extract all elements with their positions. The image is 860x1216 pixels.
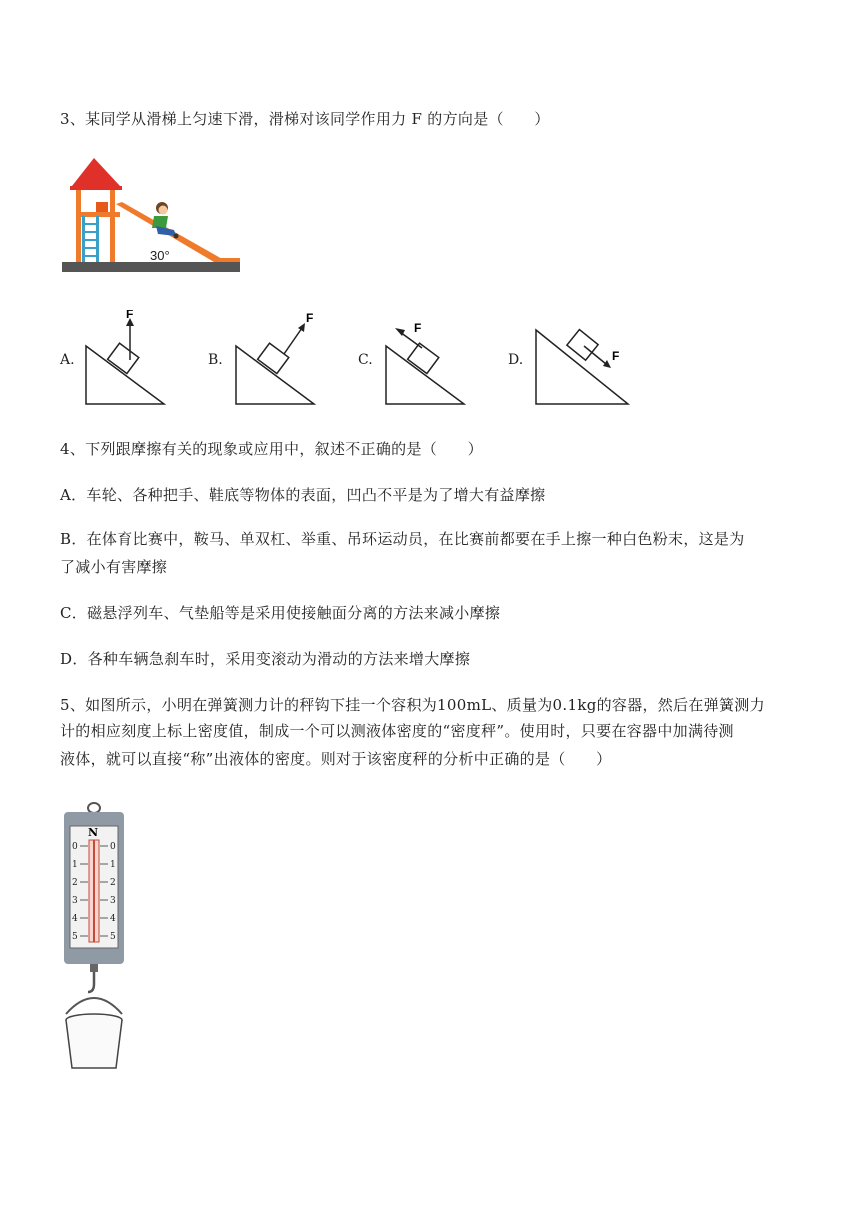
force-label: F: [126, 310, 134, 321]
hook-icon: [88, 972, 94, 992]
q4-option-a[interactable]: A．车轮、各种把手、鞋底等物体的表面，凹凸不平是为了增大有益摩擦: [60, 486, 546, 504]
q4-text: 4、下列跟摩擦有关的现象或应用中，叙述不正确的是（ ）: [60, 440, 483, 458]
q5-line3: 液体，就可以直接“称”出液体的密度。则对于该密度秤的分析中正确的是（ ）: [60, 750, 612, 768]
force-label: F: [306, 311, 314, 325]
tick-label-left: 3: [72, 896, 78, 906]
q3-text: 3、某同学从滑梯上匀速下滑，滑梯对该同学作用力 F 的方向是（ ）: [60, 110, 550, 128]
tick-label-right: 0: [110, 842, 116, 852]
q4-option-b-line2[interactable]: 了减小有害摩擦: [60, 558, 168, 576]
tick-label-right: 5: [110, 932, 116, 942]
slide-figure: [58, 156, 244, 276]
scale-unit-label: N: [88, 826, 99, 839]
spring-scale-figure: [54, 800, 134, 1075]
tick-label-left: 5: [72, 932, 78, 942]
tick-label-left: 1: [72, 860, 78, 870]
tick-label-left: 0: [72, 842, 78, 852]
option-d-label[interactable]: D.: [508, 352, 524, 368]
q5-line2: 计的相应刻度上标上密度值，制成一个可以测液体密度的“密度秤”。使用时，只要在容器中加满待测: [60, 722, 734, 740]
tick-label-right: 3: [110, 896, 116, 906]
q4-option-d[interactable]: D．各种车辆急刹车时，采用变滚动为滑动的方法来增大摩擦: [60, 650, 471, 668]
slide-roof: [72, 158, 120, 186]
tick-label-left: 4: [72, 914, 78, 924]
option-d-diagram[interactable]: [532, 310, 642, 410]
child-figure: [152, 202, 179, 239]
q5-line1: 5、如图所示，小明在弹簧测力计的秤钩下挂一个容积为100mL、质量为0.1kg的容器，然后在弹簧测力: [60, 696, 765, 714]
q4-option-b-line1[interactable]: B．在体育比赛中，鞍马、单双杠、举重、吊环运动员，在比赛前都要在手上擦一种白色粉末，这是为: [60, 530, 745, 548]
tick-label-right: 1: [110, 860, 116, 870]
option-a-label[interactable]: A.: [60, 352, 75, 368]
option-b-label[interactable]: B.: [208, 352, 223, 368]
tick-label-right: 2: [110, 878, 116, 888]
tick-label-right: 4: [110, 914, 116, 924]
angle-label: 30°: [150, 248, 170, 263]
option-c-diagram[interactable]: [382, 310, 482, 410]
option-b-diagram[interactable]: [232, 310, 332, 410]
q4-option-c[interactable]: C．磁悬浮列车、气垫船等是采用使接触面分离的方法来减小摩擦: [60, 604, 501, 622]
ground-bar: [62, 262, 240, 272]
tick-label-left: 2: [72, 878, 78, 888]
option-c-label[interactable]: C.: [358, 352, 373, 368]
option-a-diagram[interactable]: [82, 310, 172, 410]
force-label: F: [414, 321, 422, 335]
force-label: F: [612, 349, 620, 363]
